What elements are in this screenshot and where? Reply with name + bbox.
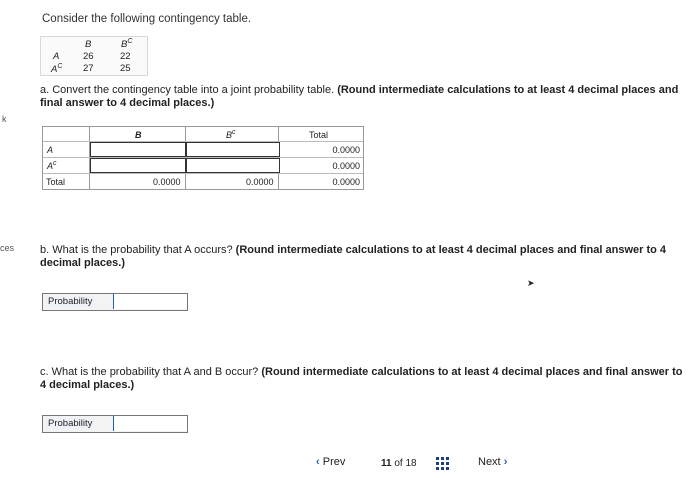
question-b: b. What is the probability that A occurs? (Round intermediate calculations to at least 4 decimal places and final answer to 4 decimal places.) xyxy=(40,244,667,269)
jt-row-a: A xyxy=(47,145,54,155)
chevron-left-icon: ‹ xyxy=(316,456,320,468)
total-ac-value: 0.0000 xyxy=(332,161,360,171)
ct-cell: 25 xyxy=(120,63,131,74)
input-ac-bc[interactable] xyxy=(186,158,280,173)
next-button[interactable]: Next › xyxy=(478,456,508,468)
input-a-b[interactable] xyxy=(90,142,186,157)
mouse-cursor-icon: ➤ xyxy=(527,278,535,288)
ct-row-a: A xyxy=(53,51,60,62)
jt-col-b: B xyxy=(135,130,142,140)
jt-col-bc: $B^c$ xyxy=(226,129,236,140)
total-b-value: 0.0000 xyxy=(153,177,181,187)
prev-button[interactable]: ‹ Prev xyxy=(316,456,346,468)
chevron-right-icon: › xyxy=(503,456,508,468)
ct-cell: 22 xyxy=(120,51,131,62)
jt-col-total: Total xyxy=(309,130,329,140)
ct-col-b: B xyxy=(85,39,92,50)
probability-c-input[interactable] xyxy=(113,416,187,431)
contingency-table xyxy=(40,36,148,76)
question-a: a. Convert the contingency table into a joint probability table. (Round intermediate calculations to at least 4 decimal places and final answer to 4 decimal places.) xyxy=(40,84,679,109)
ct-cell: 27 xyxy=(83,63,94,74)
grid-menu-icon[interactable] xyxy=(436,457,450,471)
probability-b-label: Probability xyxy=(48,296,93,307)
probability-c-label: Probability xyxy=(48,418,93,429)
question-c: c. What is the probability that A and B occur? (Round intermediate calculations to at least 4 decimal places and final answer to 4 decimal places.) xyxy=(40,366,683,391)
page-indicator[interactable]: 11 of 18 xyxy=(381,458,417,469)
input-a-bc[interactable] xyxy=(186,142,280,157)
ct-row-ac: $A^C$ xyxy=(51,63,63,76)
probability-b-input[interactable] xyxy=(113,294,187,309)
page-title: Consider the following contingency table. xyxy=(42,13,252,25)
total-total-value: 0.0000 xyxy=(332,177,360,187)
total-bc-value: 0.0000 xyxy=(246,177,274,187)
total-a-value: 0.0000 xyxy=(332,145,360,155)
ct-col-bc: $B^C$ xyxy=(121,38,133,51)
probability-b-box xyxy=(42,293,188,311)
jt-row-ac: $A^c$ xyxy=(47,160,57,171)
probability-c-box xyxy=(42,415,188,433)
jt-row-total: Total xyxy=(46,177,66,187)
input-ac-b[interactable] xyxy=(90,158,186,173)
ct-cell: 26 xyxy=(83,51,94,62)
joint-probability-table xyxy=(42,126,364,190)
side-fragment-k: k xyxy=(2,114,7,124)
side-fragment-ces: ces xyxy=(0,243,15,253)
